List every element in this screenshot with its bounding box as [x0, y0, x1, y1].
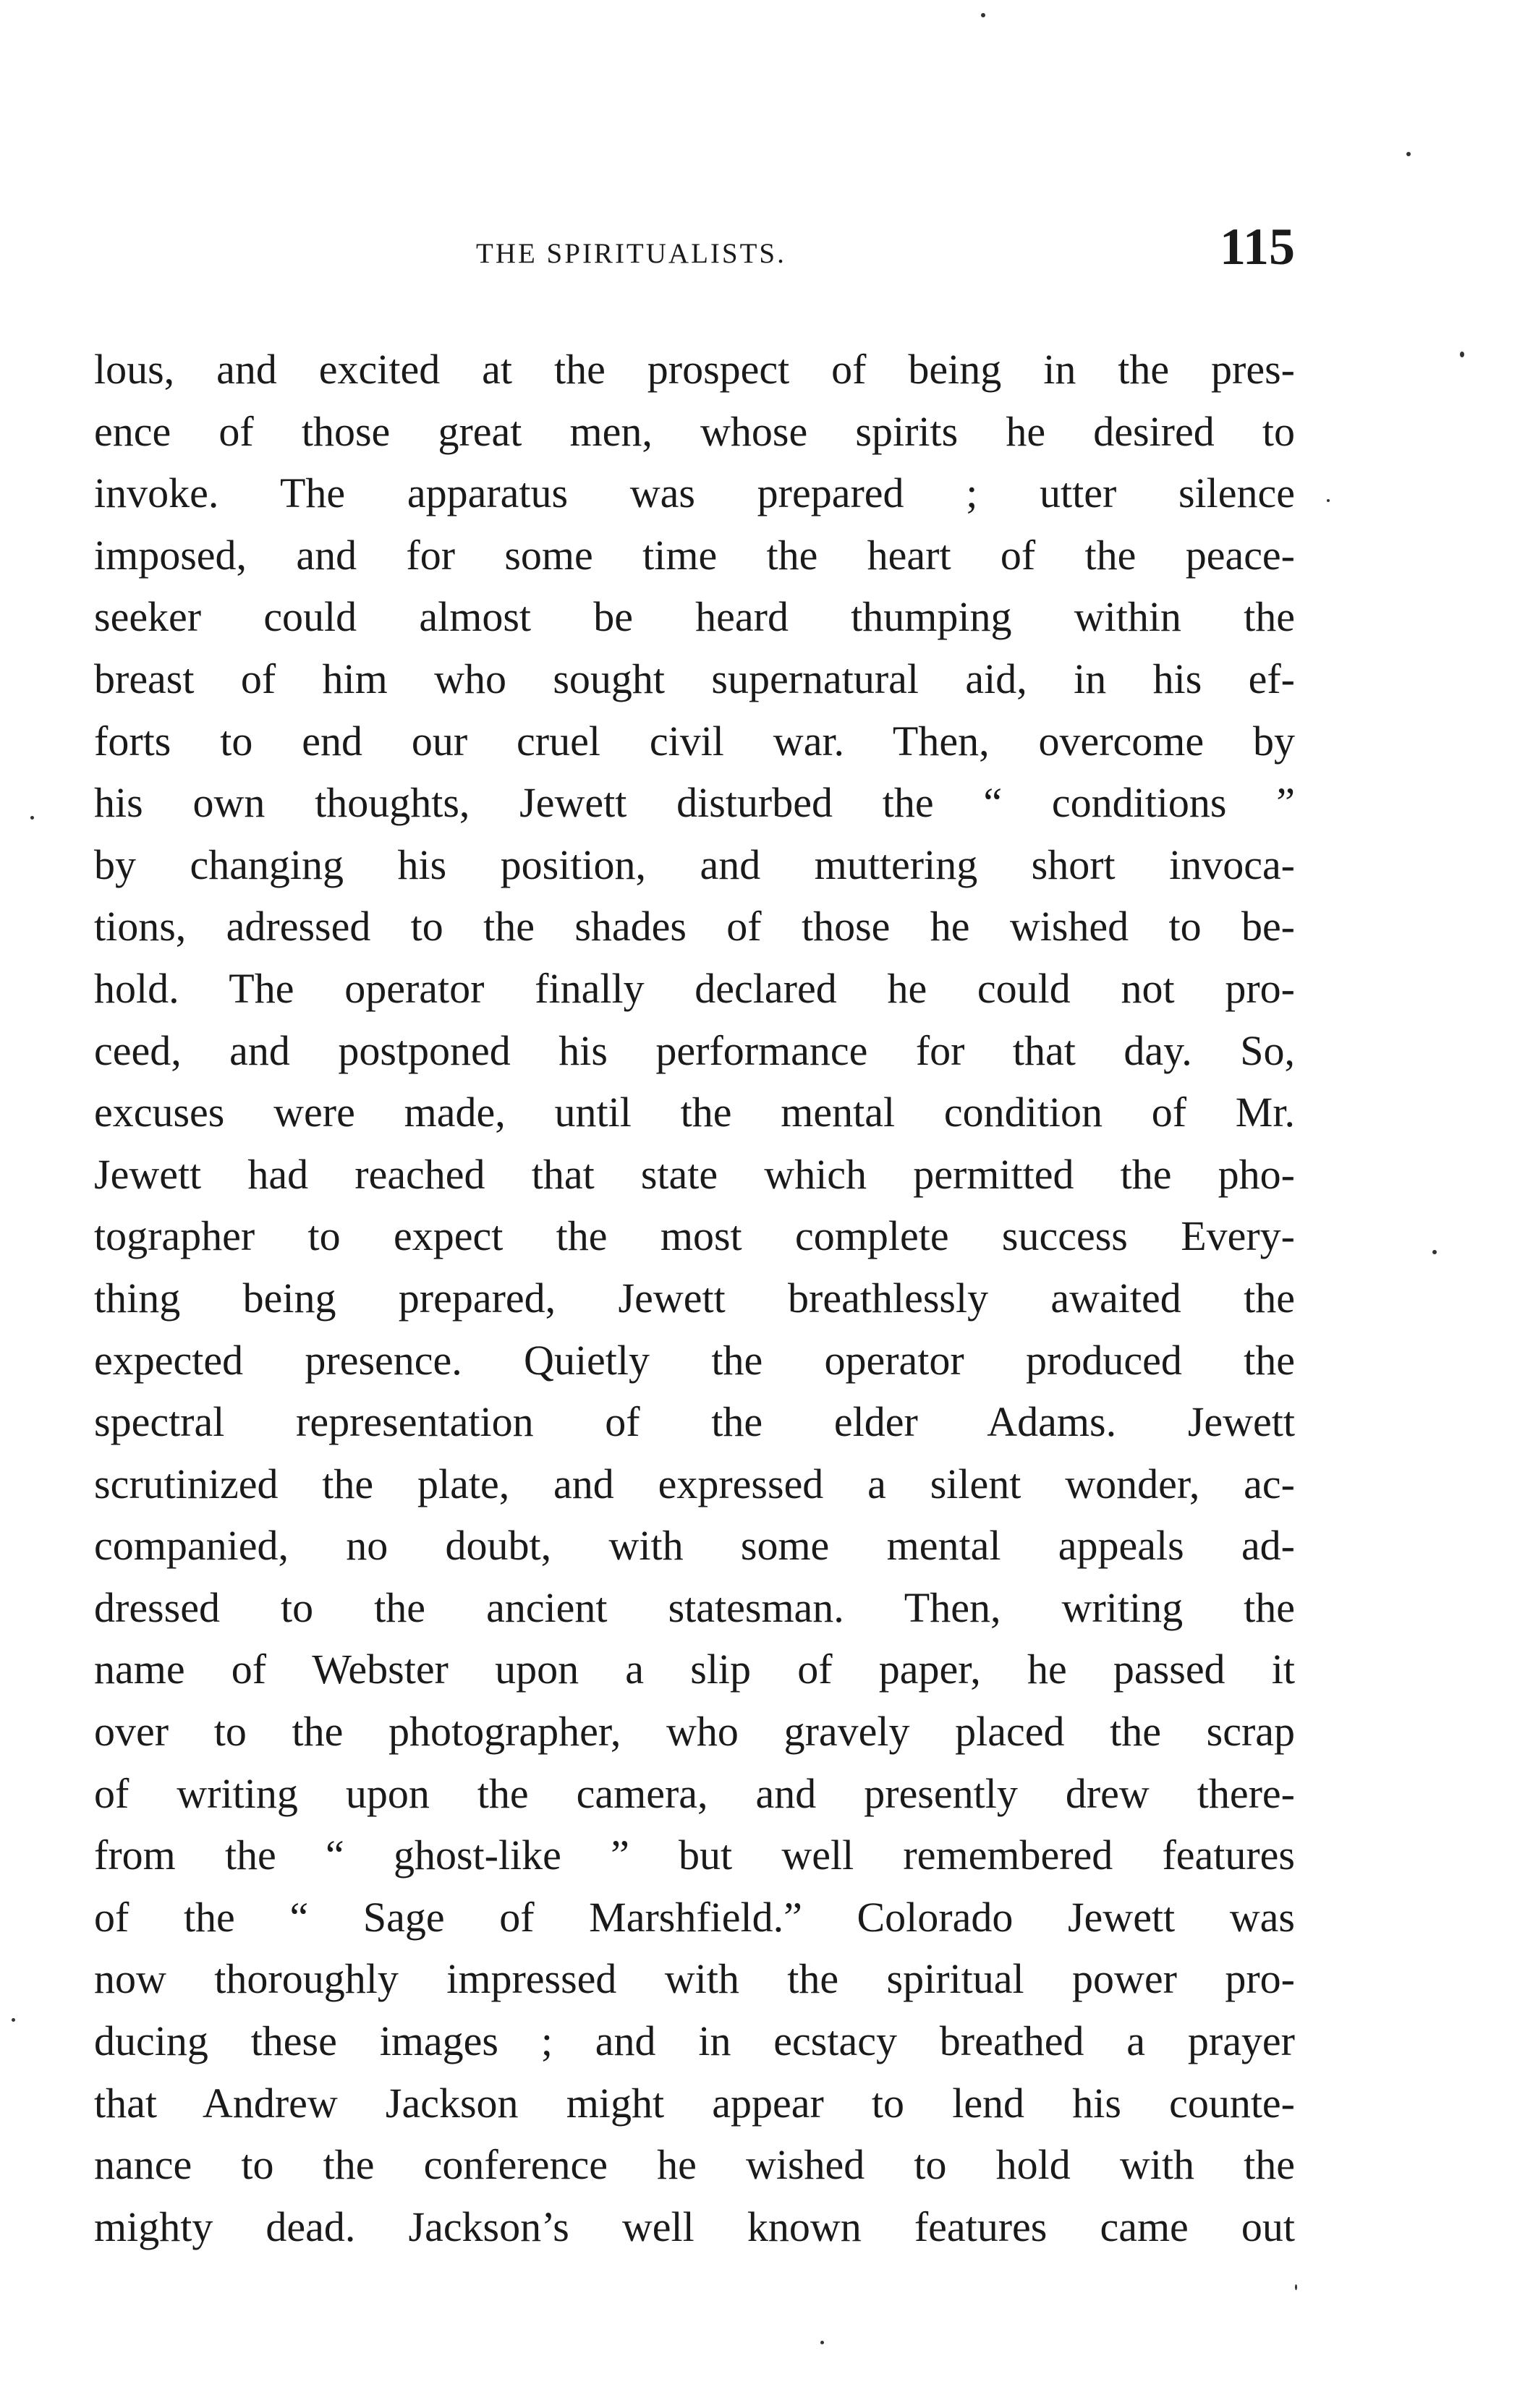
- text-line: imposed, and for some time the heart of the peace-: [94, 531, 1295, 579]
- text-line: over to the photographer, who gravely placed the scrap: [94, 1708, 1295, 1756]
- text-line: expected presence. Quietly the operator produced the: [94, 1336, 1295, 1384]
- text-line: name of Webster upon a slip of paper, he passed it: [94, 1646, 1295, 1693]
- scan-speck: [1460, 352, 1464, 357]
- body-text: [94, 339, 1295, 2258]
- text-line: ducing these images ; and in ecstacy breathed a prayer: [94, 2017, 1295, 2065]
- scan-speck: [1295, 2284, 1297, 2290]
- text-line: dressed to the ancient statesman. Then, writing the: [94, 1583, 1295, 1631]
- text-line: from the “ ghost-like ” but well remembered features: [94, 1831, 1295, 1879]
- scan-speck: [1432, 1250, 1437, 1254]
- text-line: invoke. The apparatus was prepared ; utter silence: [94, 469, 1295, 517]
- scan-speck: [981, 13, 985, 17]
- scan-speck: [1327, 499, 1330, 502]
- text-line: Jewett had reached that state which permitted the pho-: [94, 1150, 1295, 1198]
- running-head: [93, 217, 1295, 282]
- text-line: his own thoughts, Jewett disturbed the “ conditions ”: [94, 779, 1295, 827]
- text-line: tographer to expect the most complete success Every-: [94, 1212, 1295, 1260]
- text-line: hold. The operator finally declared he could not pro-: [94, 964, 1295, 1012]
- text-line: nance to the conference he wished to hold with the: [94, 2141, 1295, 2189]
- scan-speck: [1406, 152, 1411, 156]
- text-line: of the “ Sage of Marshfield.” Colorado Jewett was: [94, 1893, 1295, 1941]
- text-line: now thoroughly impressed with the spiritual power pro-: [94, 1955, 1295, 2003]
- text-line: mighty dead. Jackson’s well known features came out: [94, 2203, 1295, 2250]
- text-line: spectral representation of the elder Adams. Jewett: [94, 1398, 1295, 1446]
- text-line: ence of those great men, whose spirits he desired to: [94, 407, 1295, 455]
- text-line: thing being prepared, Jewett breathlessly awaited the: [94, 1274, 1295, 1322]
- text-line: ceed, and postponed his performance for that day. So,: [94, 1026, 1295, 1074]
- text-line: forts to end our cruel civil war. Then, overcome by: [94, 717, 1295, 765]
- running-title: THE SPIRITUALISTS.: [476, 238, 786, 269]
- text-line: excuses were made, until the mental condition of Mr.: [94, 1089, 1295, 1136]
- scan-speck: [12, 2018, 15, 2022]
- text-line: tions, adressed to the shades of those he wished to be-: [94, 903, 1295, 950]
- text-line: scrutinized the plate, and expressed a silent wonder, ac-: [94, 1460, 1295, 1507]
- scan-speck: [820, 2341, 824, 2344]
- text-line: seeker could almost be heard thumping within the: [94, 593, 1295, 641]
- text-line: companied, no doubt, with some mental appeals ad-: [94, 1522, 1295, 1570]
- text-line: that Andrew Jackson might appear to lend his counte-: [94, 2079, 1295, 2127]
- text-line: by changing his position, and muttering short invoca-: [94, 841, 1295, 888]
- text-line: lous, and excited at the prospect of being in the pres-: [94, 346, 1295, 393]
- text-line: of writing upon the camera, and presently drew there-: [94, 1769, 1295, 1817]
- scan-speck: [30, 816, 34, 820]
- text-line: breast of him who sought supernatural aid, in his ef-: [94, 655, 1295, 702]
- page-number: 115: [1219, 218, 1295, 276]
